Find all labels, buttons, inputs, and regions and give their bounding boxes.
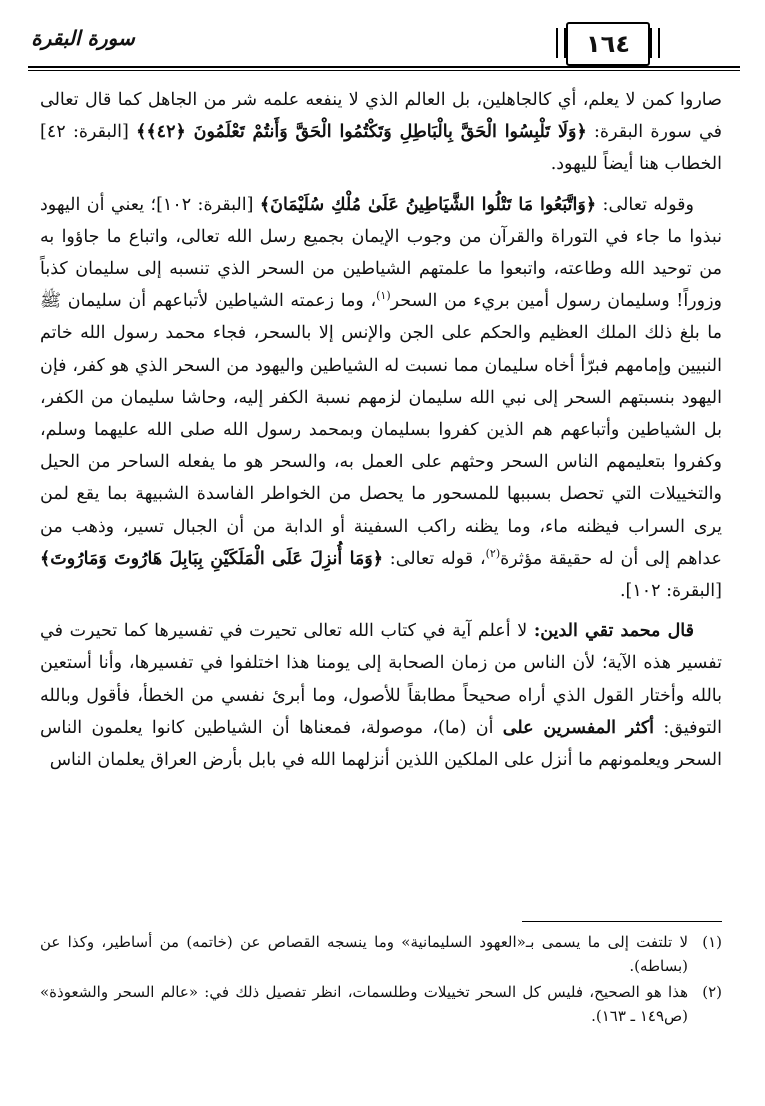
paragraph bbox=[40, 189, 722, 608]
page-number-frame bbox=[566, 22, 650, 66]
footnote-ref: (٢) bbox=[485, 547, 501, 561]
footnote-text: هذا هو الصحيح، فليس كل السحر تخييلات وطلسمات، انظر تفصيل ذلك في: «عالم السحر والشعوذة» (ص١٤٩ ـ ١٦٣). bbox=[40, 983, 688, 1025]
surah-title: سورة البقرة bbox=[31, 26, 135, 50]
page-number: ١٦٤ bbox=[586, 30, 630, 58]
bold-text: قال محمد تقي الدين: bbox=[533, 621, 694, 642]
quran-verse: ﴿وَلَا تَلْبِسُوا الْحَقَّ بِالْبَاطِلِ وَتَكْتُمُوا الْحَقَّ وَأَنتُمْ تَعْلَمُونَ ﴿٤٢﴾﴾ bbox=[136, 122, 587, 143]
text-segment: [البقرة: ١٠٢]؛ يعني أن اليهود نبذوا ما جاء في التوراة والقرآن من وجوب الإيمان بجميع رسل الله تعالى، واتباع ما جاؤوا به من توحيد الله وطاعته، واتبعوا ما علمتهم الشياطين من السحر الذي تنسبه إلى سليمان كذباً وزوراً! وسليمان رسول أمين بريء من السحر bbox=[40, 194, 722, 312]
main-text bbox=[40, 84, 722, 776]
footnotes bbox=[40, 930, 722, 1030]
text-segment: أن (ما)، موصولة، فمعناها أن الشياطين كانوا يعلمون الناس السحر ويعلمونهم ما أنزل على الملكين اللذين أنزلهما الله في بابل بأرض العراق يعلمان الناس bbox=[40, 717, 722, 771]
footnote bbox=[40, 980, 722, 1028]
footnote-ref: (١) bbox=[376, 289, 391, 303]
bold-text: أكثر المفسرين على bbox=[502, 717, 655, 738]
text-segment: صاروا كمن لا يعلم، أي كالجاهلين، بل العالم الذي لا ينفعه علمه شر من الجاهل كما قال تعالى في سورة البقرة: bbox=[40, 90, 722, 143]
text-segment: ، وما زعمته الشياطين لأتباعهم أن سليمان ﷺ ما بلغ ذلك الملك العظيم والحكم على الجن والإنس إلا بالسحر، فجاء محمد رسول الله خاتم النبيين وإمامهم فبرّأ أخاه سليمان مما نسبت له الشياطين واليهود من السحر الذي هو كفر، فإن اليهود بنسبتهم السحر إلى نبي الله سليمان لزمهم نسبة الكفر إليه، وحاشا سليمان من الكفر، بل الشياطين وأتباعهم هم الذين كفروا بسليمان وبمحمد رسول الله صلى الله عليهما وسلم، وكفروا بتعليمهم الناس السحر وحثهم على العمل به، والسحر هو ما يفعله الساحر من الحيل والتخييلات التي تحصل بسببها للمسحور ما يحصل من الخواطر الفاسدة الشبيهة بما يقع لمن يرى السراب فيظنه ماء، وما يظنه راكب السفينة أو الدابة من أن الجبال تسير، وذهب من عداهم إلى أن له حقيقة مؤثرة bbox=[40, 291, 722, 569]
footnote-number: (٢) bbox=[702, 983, 722, 1001]
text-segment: ، قوله تعالى: bbox=[383, 548, 486, 569]
footnote-number: (١) bbox=[702, 933, 722, 951]
text-segment: [البقرة: ١٠٢]. bbox=[619, 581, 722, 602]
quran-verse: ﴿وَاتَّبَعُوا مَا تَتْلُوا الشَّيَاطِينُ عَلَىٰ مُلْكِ سُلَيْمَانَ﴾ bbox=[259, 194, 597, 215]
footnote bbox=[40, 930, 722, 978]
text-segment: [البقرة: ٤٢] الخطاب هنا أيضاً لليهود. bbox=[40, 122, 722, 175]
paragraph bbox=[40, 84, 722, 181]
footnote-text: لا تلتفت إلى ما يسمى بـ«العهود السليمانية» وما ينسجه القصاص عن (خاتمه) من أساطير، وكذا عن (بساطه). bbox=[40, 933, 688, 975]
footnote-separator bbox=[522, 921, 722, 922]
header-rule bbox=[28, 66, 740, 68]
header-rule-thin bbox=[28, 70, 740, 71]
quran-verse: ﴿وَمَا أُنزِلَ عَلَى الْمَلَكَيْنِ بِبَابِلَ هَارُوتَ وَمَارُوتَ﴾ bbox=[40, 548, 383, 569]
paragraph bbox=[40, 615, 722, 776]
text-segment: وقوله تعالى: bbox=[596, 194, 694, 215]
page-header bbox=[28, 22, 740, 74]
text-segment: لا أعلم آية في كتاب الله تعالى تحيرت في تفسيرها كما تحيرت في تفسير هذه الآية؛ لأن الناس من زمان الصحابة إلى يومنا هذا اختلفوا في تفسيرها، وأنا أستعين بالله وأختار القول الذي أراه صحيحاً مطابقاً للأصول، وما أبرئ نفسي من الخطأ، فأقول وبالله التوفيق: bbox=[40, 621, 723, 738]
